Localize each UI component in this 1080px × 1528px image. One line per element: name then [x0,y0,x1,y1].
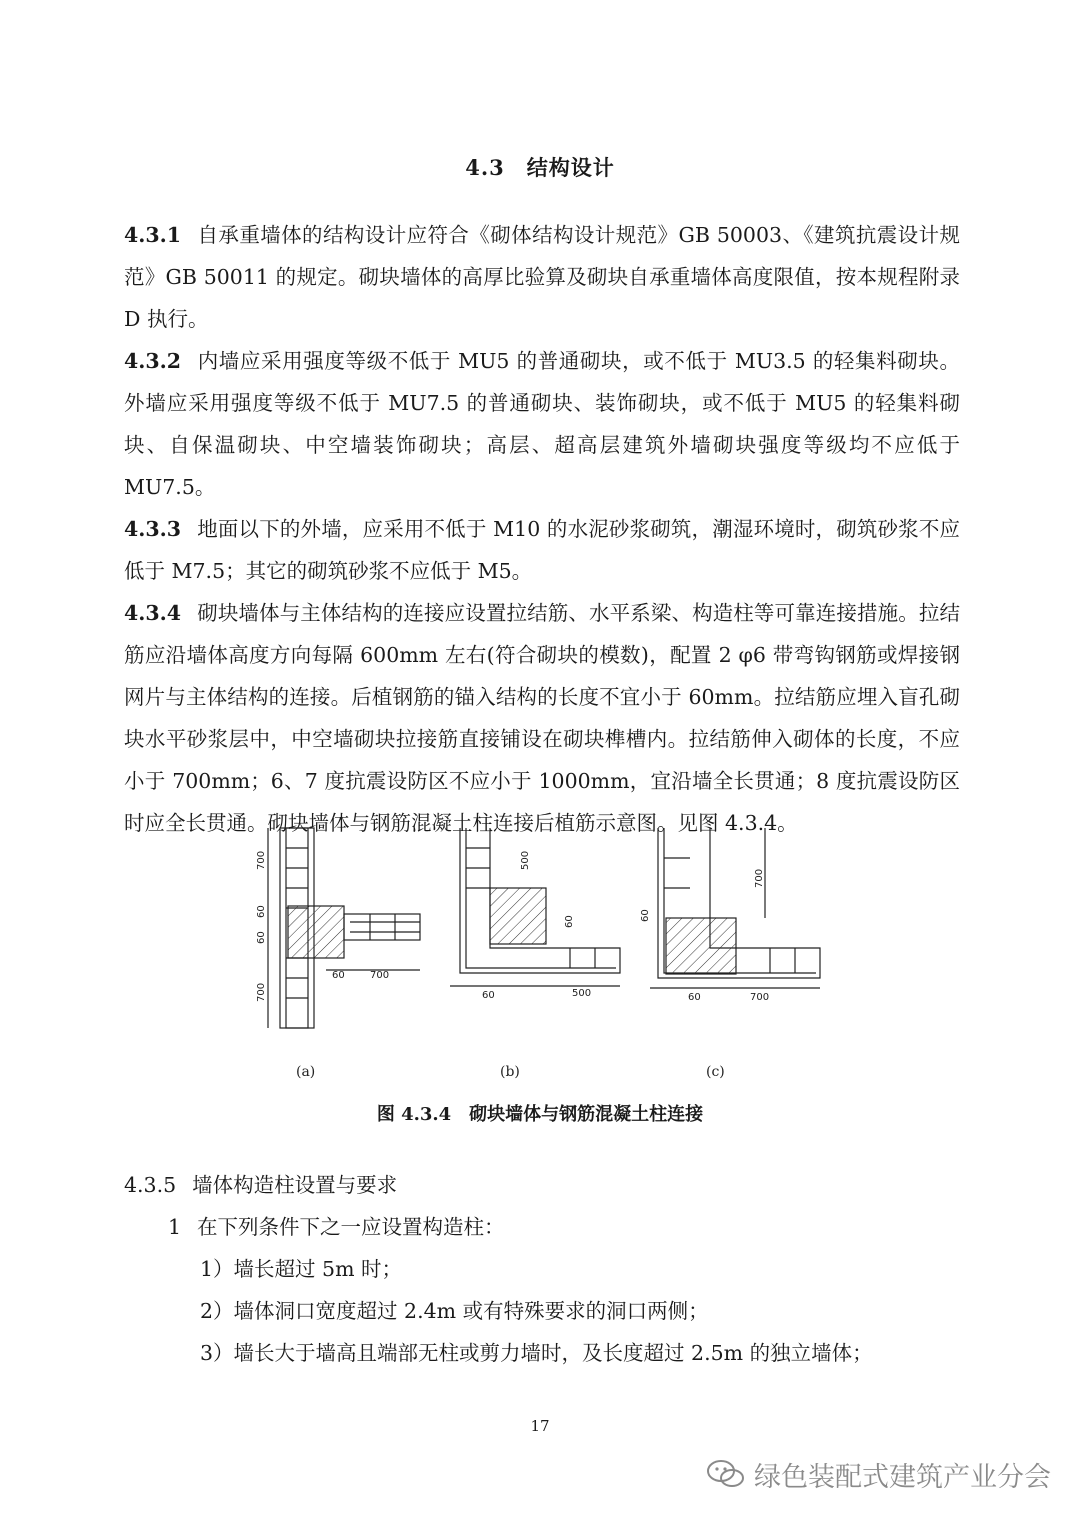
diagram-panel-b [450,828,620,986]
figure-4-3-4 [250,818,850,1088]
dim-label: 60 [482,990,495,1001]
clause-number: 4.3.4 [124,601,182,625]
clause-text: 自承重墙体的结构设计应符合《砌体结构设计规范》GB 50003、《建筑抗震设计规范》GB 50011 的规定。砌块墙体的高厚比验算及砌块自承重墙体高度限值，按本规程附录 D 执行。 [124,223,960,331]
paragraph-4-3-1 [124,214,960,340]
paragraph-4-3-3 [124,508,960,592]
clause-4-3-5 [124,1164,960,1374]
watermark-text: 绿色装配式建筑产业分会 [754,1461,1051,1493]
dim-label: 700 [256,850,267,870]
dim-label: 500 [572,988,592,999]
watermark [706,1452,1066,1496]
dim-label: 700 [256,982,267,1002]
sub-list-item: 3）墙长大于墙高且端部无柱或剪力墙时，及长度超过 2.5m 的独立墙体； [200,1341,873,1365]
clause-number: 4.3.5 [124,1173,177,1197]
panel-label-b: (b) [500,1064,520,1080]
clause-number: 4.3.2 [124,349,182,373]
sub-list-item: 2）墙体洞口宽度超过 2.4m 或有特殊要求的洞口两侧； [200,1299,709,1323]
panel-label-a: (a) [296,1064,316,1080]
diagram-panel-a [268,828,420,1028]
paragraph-4-3-4 [124,592,960,844]
dim-label: 60 [640,909,651,922]
clause-number: 4.3.1 [124,223,182,247]
panel-label-c: (c) [706,1064,725,1080]
dim-label: 700 [370,970,390,981]
clause-number: 4.3.3 [124,517,182,541]
dim-label: 700 [750,992,770,1003]
dim-label: 60 [688,992,701,1003]
dim-label: 500 [520,850,531,870]
dim-label: 60 [332,970,345,981]
paragraph-4-3-2 [124,340,960,508]
list-item [124,1206,960,1248]
clause-text: 地面以下的外墙，应采用不低于 M10 的水泥砂浆砌筑，潮湿环境时，砌筑砂浆不应低于 M7.5；其它的砌筑砂浆不应低于 M5。 [124,517,960,583]
section-title: 4.3 结构设计 [465,155,615,180]
clause-title: 墙体构造柱设置与要求 [192,1173,398,1197]
sub-list-item: 1）墙长超过 5m 时； [200,1257,403,1281]
item-number: 1 [168,1215,182,1239]
dim-label: 60 [256,905,267,918]
dim-label: 60 [564,915,575,928]
diagram-panel-c [650,828,820,988]
item-text: 在下列条件下之一应设置构造柱： [197,1215,505,1239]
body-text [124,214,960,844]
dim-label: 60 [256,931,267,944]
clause-text: 砌块墙体与主体结构的连接应设置拉结筋、水平系梁、构造柱等可靠连接措施。拉结筋应沿墙体高度方向每隔 600mm 左右(符合砌块的模数)，配置 2 φ6 带弯钩钢筋或焊接钢网片与主体结构的连接。后植钢筋的锚入结构的长度不宜小于 60mm。拉结筋应埋入盲孔砌块水平砂浆层中，中空墙砌块拉接筋直接铺设在砌块榫槽内。拉结筋伸入砌体的长度，不应小于 700mm；6、7 度抗震设防区不应小于 1000mm，宜沿墙全长贯通；8 度抗震设防区时应全长贯通。砌块墙体与钢筋混凝土柱连接后植筋示意图。见图 4.3.4。 [124,601,960,835]
clause-heading [124,1164,960,1206]
page-number: 17 [530,1417,550,1435]
wechat-icon [706,1458,746,1490]
clause-text: 内墙应采用强度等级不低于 MU5 的普通砌块，或不低于 MU3.5 的轻集料砌块。外墙应采用强度等级不低于 MU7.5 的普通砌块、装饰砌块，或不低于 MU5 的轻集料砌块、自保温砌块、中空墙装饰砌块；高层、超高层建筑外墙砌块强度等级均不应低于 MU7.5。 [124,349,960,499]
dim-label: 700 [754,868,765,888]
figure-caption: 图 4.3.4 砌块墙体与钢筋混凝土柱连接 [376,1104,704,1125]
